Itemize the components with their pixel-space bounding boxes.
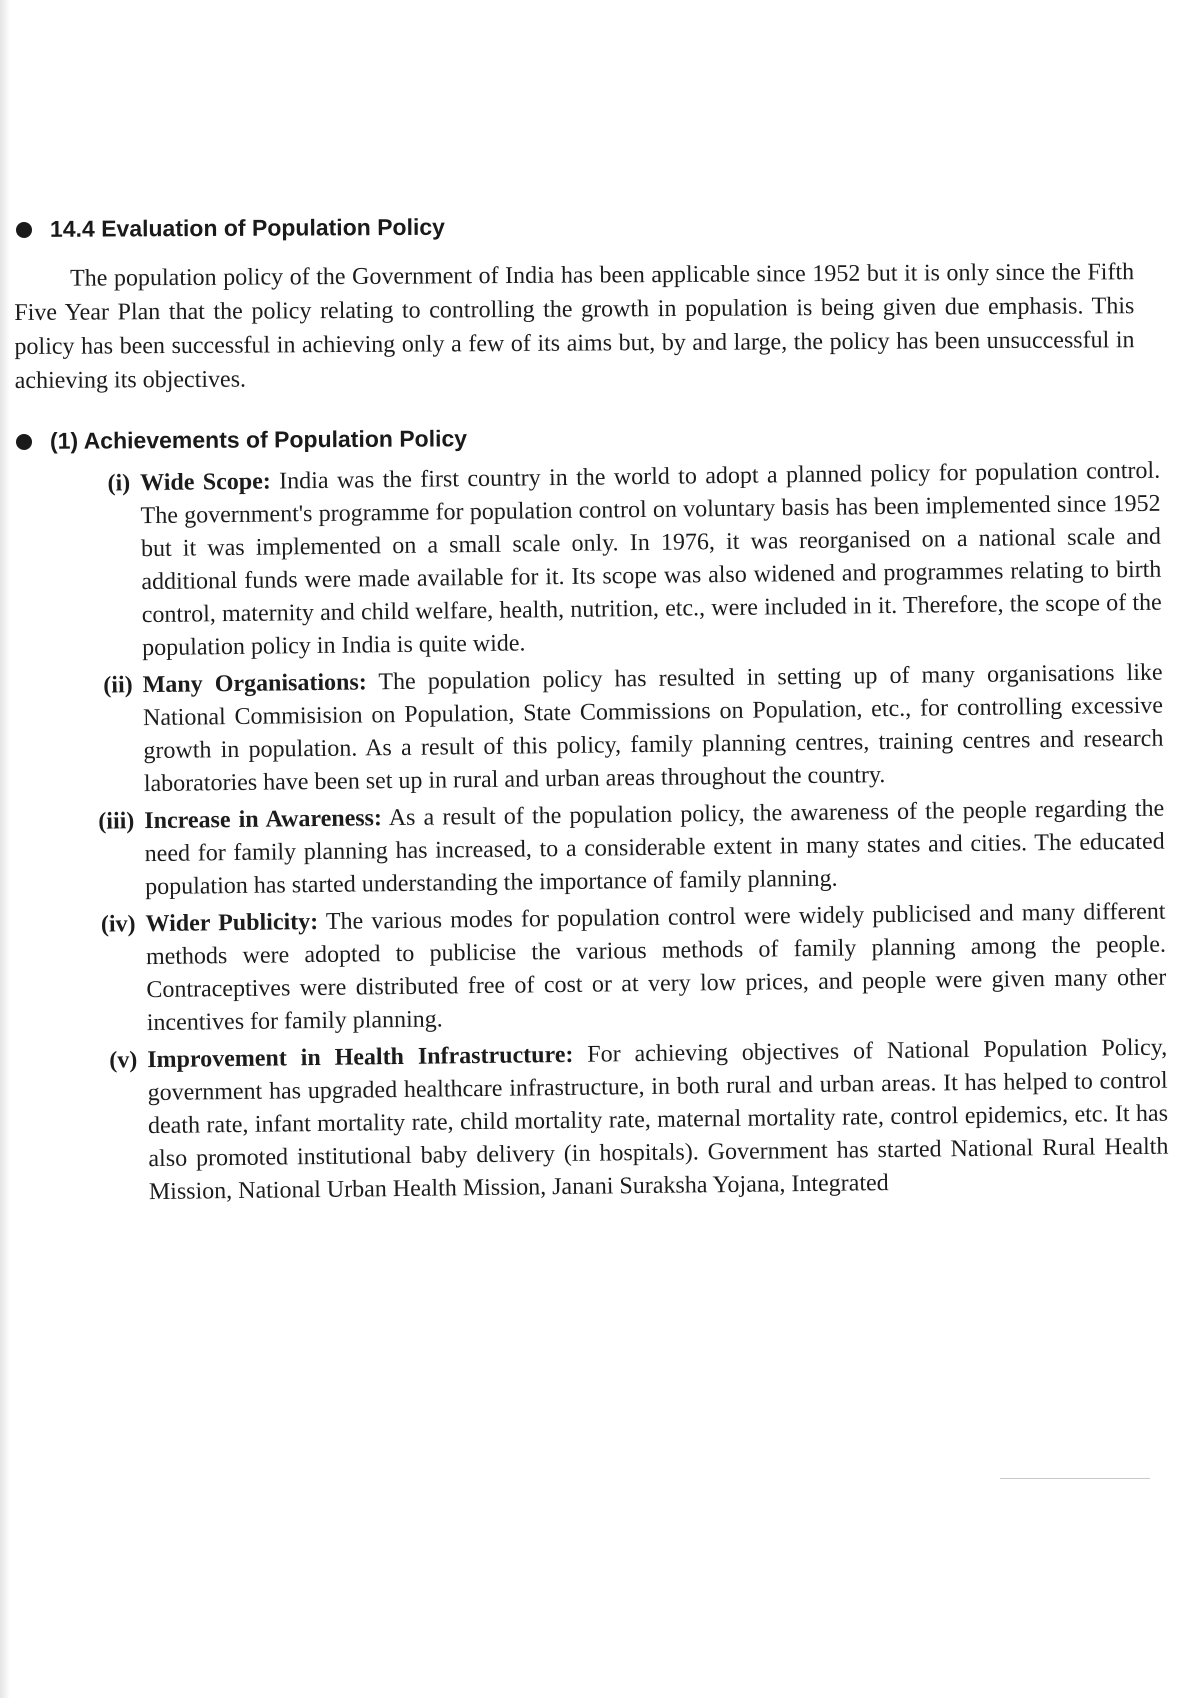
item-text: The various modes for population control were widely publicised and many different methods were adopted to publicise the various methods of family planning among the people. Contraceptives were distributed free of cost or at very low prices, and people were given many other incentives for family planning. [145,898,1167,1037]
item-title: Many Organisations: [142,669,367,699]
item-body [144,793,1165,904]
item-numeral: (iii) [98,808,135,835]
item-numeral: (iv) [100,911,136,938]
bullet-icon [16,221,32,237]
intro-paragraph: The population policy of the Government of India has been applicable since 1952 but it is only since the Fifth Five Year Plan that the policy relating to controlling the growth in population is being given due emphasis. This policy has been successful in achieving only a few of its aims but, by and large, the policy has been unsuccessful in achieving its objectives. [14,259,1135,394]
item-text: For achieving objectives of National Population Policy, government has upgraded healthcare infrastructure, in both rural and urban areas. It has helped to control death rate, infant mortality rate, child mortality rate, maternal mortality rate, control epidemics, etc. It has also promoted institutional baby delivery (in hospitals). Government has started National Rural Health Mission, National Urban Health Mission, Janani Suraksha Yojana, Integrated [147,1034,1169,1206]
item-body [147,1032,1169,1209]
item-title: Wide Scope: [140,468,271,497]
item-body [145,896,1167,1040]
item-title: Wider Publicity: [145,909,319,938]
subsection-heading [16,425,467,455]
list-item [74,793,1165,905]
section-heading [16,214,445,243]
list-item [70,455,1162,666]
section-heading-text: 14.4 Evaluation of Population Policy [49,213,445,242]
item-text: The population policy has resulted in setting up of many organisations like National Commisision on Population, State Commissions on Population, etc., for controlling excessive growth in population. As a result of this policy, family planning centres, training centres and research laboratories have been set up in rural and urban areas throughout the country. [142,659,1164,798]
item-text: As a result of the population policy, the awareness of the people regarding the need for family planning has increased, to a considerable extent in many states and cities. The educated population has started understanding the importance of family planning. [144,795,1165,901]
bullet-icon [16,433,32,449]
list-item [75,896,1167,1041]
faint-divider [1000,1478,1150,1479]
item-numeral: (v) [109,1047,138,1074]
list-item [77,1032,1169,1210]
achievement-list [70,455,1169,1214]
item-numeral: (ii) [103,672,133,699]
page-edge-shadow [0,0,10,1698]
item-body [140,455,1162,665]
item-body [142,657,1164,801]
list-item [72,657,1164,802]
item-numeral: (i) [107,470,131,497]
item-text: India was the first country in the world to adopt a planned policy for population control. The government's programme for population control on voluntary basis has been implemented since 1952 but it was implemented on a small scale only. In 1976, it was reorganised on a national scale and additional funds were made available for it. Its scope was also widened and programmes relating to birth control, maternity and child welfare, health, nutrition, etc., were included in it. Therefore, the scope of the population policy in India is quite wide. [140,457,1162,662]
subsection-heading-text: (1) Achievements of Population Policy [49,425,468,454]
item-title: Improvement in Health Infrastructure: [147,1041,574,1074]
item-title: Increase in Awareness: [144,805,383,835]
